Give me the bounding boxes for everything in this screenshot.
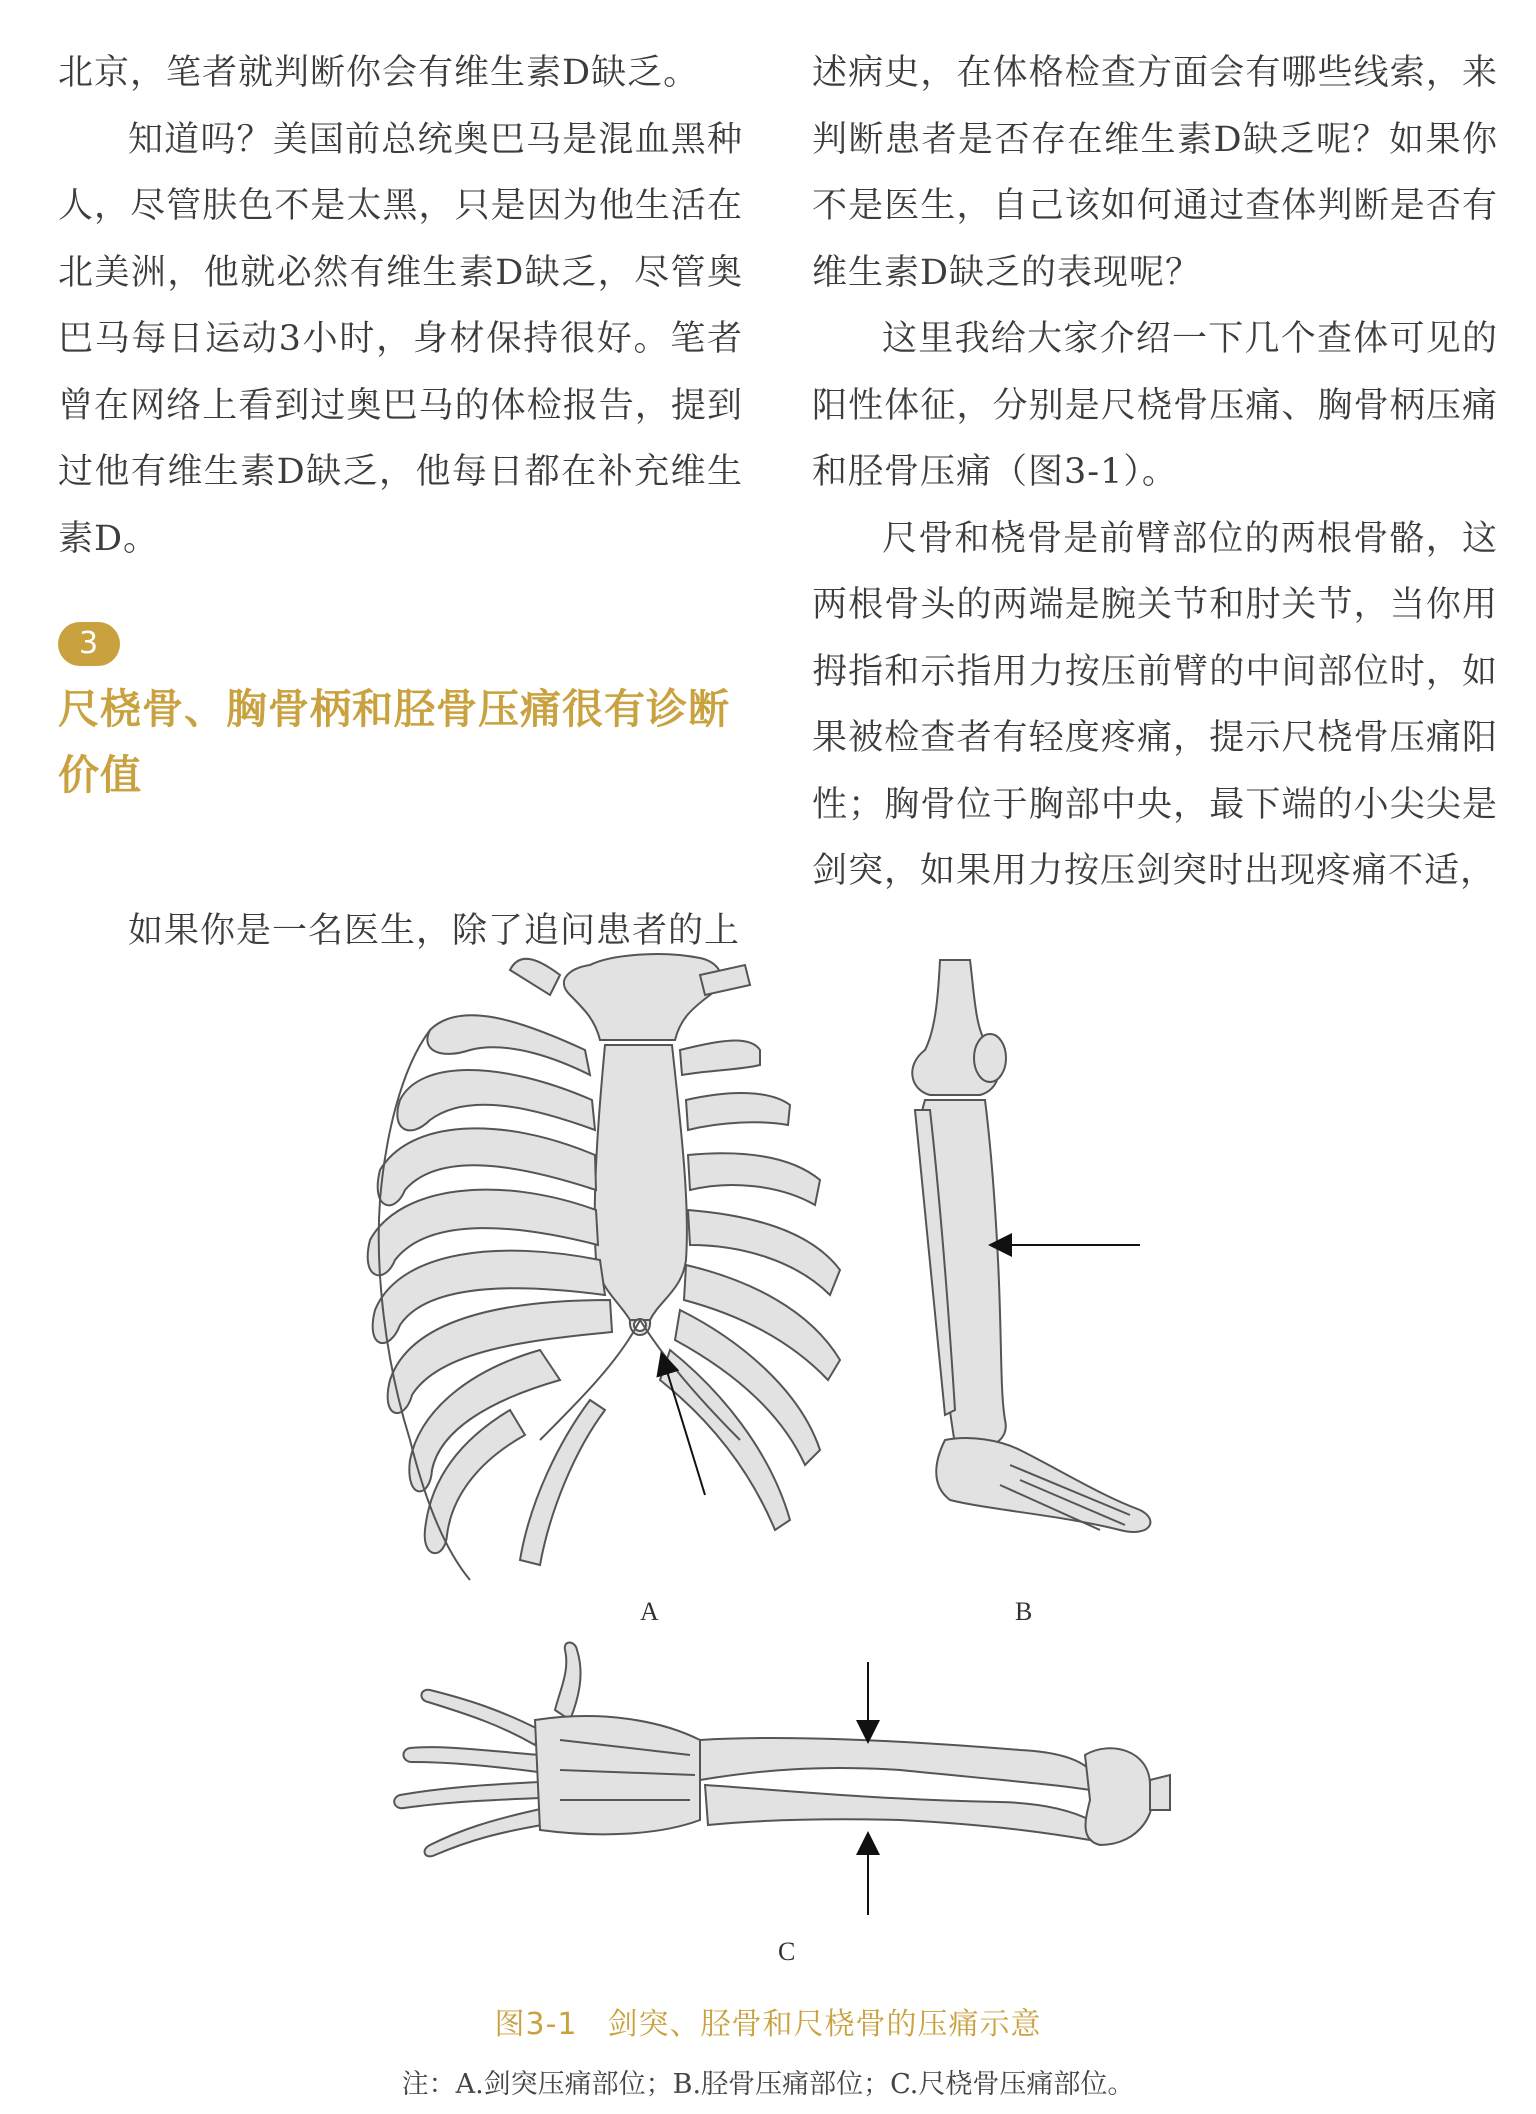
paragraph: 如果你是一名医生，除了追问患者的上 [128,910,741,951]
figure-caption-number: 图3-1 [494,2007,578,2042]
panel-label-c: C [778,1937,796,1966]
figure-caption-text: 剑突、胫骨和尺桡骨的压痛示意 [607,2007,1042,2042]
paragraph: 尺骨和桡骨是前臂部位的两根骨骼，这两根骨头的两端是腕关节和肘关节，当你用拇指和示指用力按压前臂的中间部位时，如果被检查者有轻度疼痛，提示尺桡骨压痛阳性；胸骨位于胸部中央，最下端的小尖尖是剑突，如果用力按压剑突时出现疼痛不适， [812,518,1498,891]
section-number-badge: 3 [58,622,120,666]
right-column [812,40,1498,905]
paragraph: 知道吗？美国前总统奥巴马是混血黑种人，尽管肤色不是太黑，只是因为他生活在北美洲，他就必然有维生素D缺乏，尽管奥巴马每日运动3小时，身材保持很好。笔者曾在网络上看到过奥巴马的体检报告，提到过他有维生素D缺乏，他每日都在补充维生素D。 [58,119,743,559]
paragraph: 这里我给大家介绍一下几个查体可见的阳性体征，分别是尺桡骨压痛、胸骨柄压痛和胫骨压痛（图3-1）。 [812,319,1498,492]
left-column [58,40,743,964]
rib-cage-illustration [368,954,840,1580]
figure-3-1 [0,940,1536,2110]
forearm-bone-illustration [394,1643,1170,1857]
panel-label-a: A [640,1597,659,1626]
section-title: 尺桡骨、胸骨柄和胫骨压痛很有诊断价值 [58,684,730,799]
panel-label-b: B [1015,1597,1033,1626]
figure-caption [0,1999,1536,2043]
paragraph: 述病史，在体格检查方面会有哪些线索，来判断患者是否存在维生素D缺乏呢？如果你不是医生，自己该如何通过查体判断是否有维生素D缺乏的表现呢？ [812,53,1498,293]
bone-illustration [0,940,1536,2110]
figure-note: 注：A.剑突压痛部位；B.胫骨压痛部位；C.尺桡骨压痛部位。 [401,2069,1135,2100]
paragraph: 北京，笔者就判断你会有维生素D缺乏。 [58,53,700,93]
